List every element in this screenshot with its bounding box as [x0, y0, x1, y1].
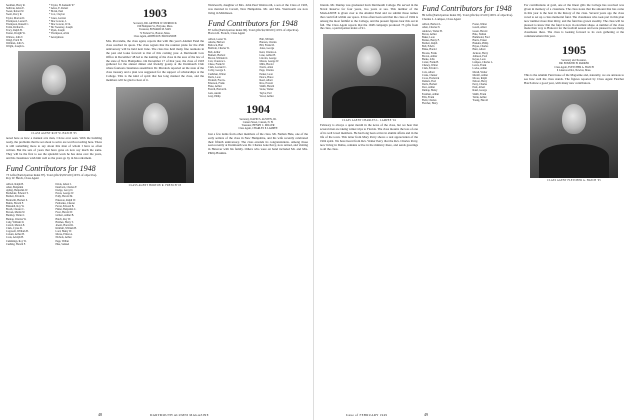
- contributor-name: Page, Charles: [259, 69, 274, 73]
- contributor-name: Blaisdell, Roy W.: [6, 204, 25, 208]
- contributor-name: Parker, Leon: [259, 72, 273, 76]
- contributor-name: Taylor, Earl: [259, 91, 272, 95]
- contributor-name: Pike, Samuel: [55, 242, 70, 246]
- portrait-photo-lampee: [323, 34, 415, 118]
- column-text: February is always a quiet month in the news of the class, but we hear that several men are taking winter trips to Florida. The class mourns the loss of one of its well loved members. He had long been active in alumni affairs and in the life of the town. This letter from Mary Perry shows a real appreciation of the 1904 spirit. We have heard from Rev. Walter Perry that the Rev. Charles Perry, now living in Dallas, remains active in the ministry there, and sends greetings to all the class.: [320, 123, 418, 151]
- contributor-name: Morse, Elmer A.: [55, 233, 73, 237]
- page-number: 48: [98, 412, 102, 417]
- officer-line: Canaan Street, Canaan, N. H.: [242, 121, 274, 125]
- contributor-name: Stone, Walter: [259, 88, 274, 92]
- contributor-name: Eastman, Arthur: [422, 92, 439, 96]
- contributor-name: Marsh, Walter: [472, 70, 488, 74]
- contributor-name: * Jones, Gordon: [49, 16, 66, 20]
- contributor-name: Carroll, Merton E.: [6, 223, 26, 227]
- left-column-2: [106, 4, 204, 408]
- contributor-name: Hill, Frank M.: [259, 44, 275, 48]
- contributor-name: Baker, Leon: [422, 35, 435, 39]
- contributor-name: Rice, Everett: [259, 82, 274, 86]
- contributor-name: Wellman, John S.: [6, 41, 25, 45]
- contributor-name: * Mc Sweeney, Joseph: [49, 26, 73, 30]
- contributor-name: Cushman, Walter: [208, 72, 226, 76]
- left-column-3: [208, 4, 308, 408]
- contributor-name: Seelman, Harry R.: [6, 4, 26, 7]
- contributor-name: Cole, Albert: [422, 70, 435, 74]
- contributor-name: Lord, Henry W.: [55, 230, 72, 234]
- officer-line: 6 Lakewood Rd., Newton, Mass.: [556, 68, 592, 72]
- contributor-name: Buckley, Walter J.: [6, 214, 25, 218]
- right-column-3: [524, 4, 624, 408]
- contributor-name: * Mac Gowan, W. R.: [49, 22, 71, 26]
- contributor-name: Ayling, Benjamin W.: [6, 189, 28, 193]
- contributor-name: Reed, Albert: [259, 78, 273, 82]
- photo-caption: CLASS AGENT FLETCHER A. HATCH '05: [547, 178, 601, 182]
- contributor-name: Thompson, Lester E.: [6, 19, 28, 23]
- fund-subtitle: 87 Gifts (Participation Index 90). Total gifts $4,320.00 (119% of objective). Horton R. French, Class Agent: [208, 27, 299, 36]
- contributor-name: Babcock, Burt: [208, 44, 223, 48]
- contributor-name: Taylor, Morton D.: [6, 16, 25, 20]
- contributor-name: Cook, Adolph H.: [6, 236, 24, 240]
- contributor-name: Sullivan, Allan E.: [6, 7, 25, 11]
- contributor-name: Frost, Harold W.: [55, 211, 73, 215]
- fund-subtitle: 89 Gifts (Participation Index 95). Total gifts $4,115.00 (106% of objective). Charles L. Lampee, Class Agent: [422, 13, 513, 21]
- contributor-list-b: [49, 4, 95, 48]
- contributor-name: Brooks, Frank: [422, 51, 437, 55]
- contributor-name: Colby, George S.: [208, 69, 226, 73]
- fund-subtitle: 73 Gifts (Participation Index 87). Total gifts $3,815.00 (103% of objective). Roy W. Hatch, Class Agent: [6, 172, 98, 181]
- left-column-1: [6, 4, 102, 408]
- contributor-name: Merrill, Arthur: [472, 73, 488, 77]
- contributor-name: Dow, Arthur: [422, 86, 435, 90]
- contributor-name: Andrews, Walter B.: [422, 29, 443, 33]
- contributor-name: Tracy, Ralph H.: [6, 29, 23, 33]
- contributor-name: Wood, Arthur: [259, 94, 274, 98]
- contributor-name: Crane, Chester: [422, 73, 438, 77]
- contributor-name: Jackson, Harry: [472, 51, 489, 55]
- contributor-name: Bowen, Martin W.: [6, 211, 26, 215]
- contributor-name: Perry, Charles: [472, 83, 488, 87]
- contributor-name: Davis, Albert J.: [55, 182, 72, 186]
- contributor-name: Tuttle, Arthur: [472, 95, 487, 99]
- contributor-name: Burke, John: [422, 57, 435, 61]
- page-footer: Issue of FEBRUARY 1949: [346, 413, 388, 417]
- contributor-name: Pierce, Bruce: [259, 75, 274, 79]
- contributor-name: Adams, Herbert: [208, 41, 225, 45]
- contributor-name: Jones, George: [259, 47, 275, 51]
- contributor-name: Wallace, John T.: [6, 35, 24, 39]
- contributor-name: Norris, Allen: [259, 66, 274, 70]
- portrait-photo-french: [116, 87, 194, 183]
- contributor-list-a: [6, 4, 46, 48]
- contributor-name: Hanson, Charles: [259, 41, 277, 45]
- contributor-name: Baldwin, Charles W.: [208, 47, 230, 51]
- contributor-name: Weigl, Erich H.: [6, 38, 23, 42]
- contributor-name: Jewett, Harold R.: [55, 223, 74, 227]
- contributor-name: Smith, Harold: [259, 85, 275, 89]
- contributor-name: Carter, Frank H.: [422, 61, 439, 65]
- contributor-name: Allen, Benjamin: [6, 185, 24, 189]
- officer-line: 72 Federal St., Boston, Mass.: [139, 31, 171, 35]
- contributor-name: * Anonymous: [49, 35, 64, 39]
- contributor-name: Pratt, Albert: [472, 86, 486, 90]
- fund-contributor-list: [6, 183, 102, 246]
- officer-line: Class Agent, FLETCHER A. HATCH: [554, 65, 594, 69]
- officer-line: 196 Hampden St., Holyoke, Mass.: [137, 25, 173, 29]
- officer-line: Treasurer, HENRY C. MILLER: [241, 124, 275, 128]
- contributor-name: * Bolan, Paul: [49, 10, 64, 14]
- class-officers: [208, 118, 308, 131]
- contributor-name: French, Horton R.: [208, 88, 227, 92]
- contributor-name: Dwinell, Fred A.: [208, 78, 226, 82]
- contributor-name: Emerson, Ralph W.: [55, 198, 76, 202]
- contributor-name: Lincoln, George: [259, 56, 277, 60]
- contributor-name: Mason, George W.: [259, 60, 279, 63]
- class-officers: [524, 59, 624, 72]
- column-text: noted here as how a manual arts man, I have ever seen. With the building ready, the problems that he set about to solve are worth recording here. There is still something more to say about this man of whom I have so often written. But the sets of years that have gone on now say much the same. They will be the first to see the splendid work he has done over the years, and his classmates wish him well as the years go by in his retirement.: [6, 136, 102, 160]
- column-text: friends. Mr. Dunlap was graduated from Dartmouth College. He served in the Naval Reserve for four years, two years at sea. This number of the MAGAZINE is given over to the Alumni Fund and we submit those names that could fall within our space. It has often been said that the class of 1904 is among the most faithful to the College, and the present figures bear this out in full. The Class Agent reports that the 1948 campaign produced 73 gifts from the class, a participation index of 91.: [320, 4, 418, 31]
- contributor-name: Burnap, Charles W.: [6, 217, 27, 221]
- contributor-name: Holmes, Harry T.: [55, 220, 74, 224]
- contributor-name: Beckwith, Herbert S.: [6, 198, 28, 202]
- officer-line: Treasurer, EDWARD M. MAY: [138, 28, 172, 32]
- contributor-name: Emerson, Frank: [208, 82, 225, 86]
- contributor-name: Chase, Frank W.: [208, 63, 226, 67]
- contributor-name: Cummings, Roy W.: [6, 239, 27, 243]
- contributor-name: Brown, Arthur: [422, 54, 438, 58]
- contributor-name: Abbott, Lester W.: [208, 37, 227, 41]
- contributor-name: Harris, Ernest: [472, 38, 487, 42]
- fund-contributor-list: [422, 23, 520, 105]
- column-text: For contributions of gold, one of the finest gifts the College has received was given in memory of a classmate. The class notes that the amount that has come in this year is the best in the history of the class. Several years ago the class voted to set up a class memorial fund. The classmates who took part in this plan now number more than thirty, and the fund has grown steadily. The class will be pleased to know that the fund is now in excellent shape. A number of the class made their way to Hanover for the football season and were pleased to see many classmates there. The class is looking forward to its own gathering at the commencement this year.: [524, 4, 624, 39]
- right-column-2: [422, 4, 520, 408]
- contributor-name: * Mac Gowan, J.: [49, 19, 67, 23]
- left-page: [0, 0, 312, 420]
- column-text: Mrs. Provandie, the class agent, reports that with this year's Alumni Fund the class reached its quota. The class regrets that the reunion plans for the 45th anniversary will be held next June. The class has held many fine reunions in the past and looks forward to that of this coming year. A Dartmouth Law Office in December '48 led to the naming of the class in the area of the law of the state of New Hampshire. On December 17 of that year, the class of 1903 gathered for the annual dinner and friendly gossip at the Dartmouth Club where fourteen classmates assembled. Dr. Murdock reported on the state of the class treasury and a plan was suggested for the support of scholarships at the College. This is the kind of spirit that has long marked the class, and the members will be glad to hear of it.: [106, 39, 204, 83]
- contributor-name: Ellis, Frank: [422, 95, 435, 99]
- right-column-1: [320, 4, 418, 408]
- contributor-name: Conant, Arthur B.: [6, 233, 25, 237]
- officer-line: Secretary, DAVID S. AUSTEN, JR.: [239, 117, 277, 121]
- contributor-name: Bartlett, Ralph: [422, 42, 438, 46]
- class-year-heading: 1905: [562, 43, 586, 58]
- contributor-name: Tobin, Richard L.: [6, 26, 25, 30]
- photo-caption: CLASS AGENT HORTON R. FRENCH '03: [128, 183, 182, 187]
- contributor-name: Green, Harold: [472, 29, 488, 33]
- contributor-name: Cushing, Harold F.: [6, 242, 26, 246]
- contributor-name: Field, Charles: [422, 98, 437, 102]
- contributor-name: Abbott, Herbert L.: [422, 23, 442, 27]
- contributor-name: Turner, Dwight W.: [6, 32, 26, 36]
- contributor-name: Hammond, Fred: [472, 35, 490, 39]
- contributor-name: Blake, Harold: [422, 48, 437, 52]
- contributor-name: Gale, Austin: [208, 91, 221, 95]
- contributor-name: Hayes, Charles: [472, 45, 489, 49]
- contributor-name: Dunlap, Henry: [422, 89, 438, 93]
- contributor-name: Haskins, Philip: [472, 42, 489, 46]
- contributor-name: * Ryan, Joseph: [49, 29, 65, 33]
- contributor-name: Hatch, Roy W.: [55, 217, 71, 221]
- contributor-name: Lewis, Frank: [472, 64, 487, 68]
- contributor-name: Fiske, Arthur: [208, 85, 222, 89]
- page-gutter: [313, 0, 314, 420]
- column-text: Just a few items from other members of the class. Mr. Nathan Hale, one of the early settlers of the class in New Hampshire, and his wife recently celebrated their fiftieth anniversary. The class extends its congratulations. Among those seen recently at Dartmouth was Dr. Charles Gale Perry, now retired, and visiting in Hanover with his family. Others who were on hand included Mr. and Mrs. Philip Haskins.: [208, 131, 308, 156]
- contributor-name: Gould, Albert: [472, 26, 487, 30]
- contributor-name: Page, Wilbur: [55, 239, 70, 243]
- column-text: Wentworth, daughter of Mrs. John Paul Wentworth, a son of the Class of 1903, was married in Carroll, New Hampshire. Mr. and Mrs. Wentworth are now living in Middlesex.: [208, 4, 308, 15]
- officer-line: Class Agent, ARTHUR H. PROVANDIE: [133, 34, 177, 38]
- contributor-name: Johnson, Fred: [472, 54, 488, 58]
- officer-line: Secretary, DR. ARTHUR W. MURDOCK: [133, 22, 177, 25]
- contributor-name: Foster, Walter: [472, 23, 487, 27]
- contributor-name: Hale, Nathan: [472, 32, 487, 36]
- contributor-name: Hunt, Albert: [472, 48, 486, 52]
- contributor-name: Davis, Herbert: [422, 83, 438, 87]
- contributor-name: Lane, Arthur H.: [259, 53, 276, 57]
- photo-caption: CLASS AGENT ROY W. HATCH '05: [31, 132, 77, 136]
- officer-line: Secretary and Treasurer,: [561, 59, 587, 63]
- contributor-name: Hall, William: [259, 37, 274, 41]
- contributor-name: Swett, Percy R.: [6, 13, 23, 17]
- contributor-name: * Cox, Clayton: [49, 13, 65, 17]
- contributor-name: Kent, Charles A.: [259, 50, 277, 54]
- contributor-name: Gilbert, Arthur B.: [55, 214, 74, 218]
- contributor-name: Locke, Arthur: [472, 67, 488, 71]
- class-year-heading: 1904: [246, 101, 270, 116]
- contributor-name: Cross, Frederick: [422, 76, 440, 80]
- contributor-name: * Thompson, Alvin: [49, 32, 70, 36]
- contributor-name: Abbott, Ralph B.: [6, 182, 24, 186]
- contributor-name: Nichols, Arthur: [55, 236, 72, 240]
- contributor-name: Clark, Edwin C.: [422, 67, 439, 71]
- class-officers: [106, 22, 204, 38]
- contributor-name: Sweet, Robert W.: [6, 10, 25, 14]
- contributor-name: Gray, Philip: [208, 94, 221, 98]
- contributor-name: Dodge, Leroy D.: [55, 189, 74, 193]
- officer-line: DR. EDMUND B. PARKER: [559, 62, 589, 66]
- contributor-name: Fisher, Benjamin C.: [55, 208, 77, 212]
- contributor-name: Kimball, William H.: [55, 227, 77, 230]
- contributor-name: Mills, Harold: [259, 63, 274, 67]
- contributor-name: Fletcher, Harry: [422, 102, 438, 106]
- contributor-name: Bachelder, Edward T.: [6, 192, 29, 196]
- contributor-name: Farrar, Edward B.: [55, 204, 75, 208]
- contributor-name: Bacon, Arthur: [422, 32, 437, 36]
- contributor-name: Dearborn, Charles F.: [55, 185, 78, 189]
- contributor-name: Moore, Ralph: [472, 76, 487, 80]
- fund-heading: Fund Contributors for 1948: [6, 163, 96, 173]
- fund-heading: Fund Contributors for 1948: [422, 4, 512, 13]
- page-number: 49: [424, 412, 428, 417]
- column-text: This is the Alumni Fund issue of the Magazine and, naturally, we are anxious to see how well the class stands. The figures reported by Class Agent Fletcher Hatch show a good year, with many new contributors.: [524, 72, 624, 85]
- contributor-name: Keyes, Leon: [472, 57, 486, 61]
- contributor-name: Cheney, Walter: [422, 64, 438, 68]
- contributor-name: Bell, Arthur: [208, 50, 221, 54]
- contributor-name: Young, Harold: [472, 98, 488, 102]
- contributor-name: Barnes, Henry F.: [422, 38, 440, 42]
- fund-heading: Fund Contributors for 1948: [208, 18, 298, 28]
- contributor-name: Wright, Joseph G.: [6, 45, 25, 49]
- contributor-name: Smith, Frank: [472, 92, 487, 96]
- photo-caption: CLASS AGENT CHARLES L. LAMPEE '04: [342, 119, 396, 123]
- contributor-name: Cogswell, William B.: [6, 230, 29, 234]
- portrait-photo-fletcher-hatch: [530, 90, 618, 178]
- contributor-name: Nelson, Harry: [472, 80, 488, 83]
- contributor-name: Cady, William D.: [6, 220, 25, 224]
- contributor-name: Carr, Clarence L.: [208, 60, 226, 63]
- contributor-name: Fairbanks, Chester: [55, 201, 75, 205]
- contributor-name: * Taylor, H. Kenneth '07: [49, 4, 75, 7]
- contributor-name: * Amos, E. Robert: [49, 7, 69, 11]
- contributor-name: Bemis, Harold F.: [6, 201, 24, 205]
- contributor-name: Eddy, Harold M.: [55, 195, 73, 199]
- contributor-name: Thompson, Russell C.: [6, 22, 30, 26]
- top-contributor-lists: [6, 4, 102, 48]
- portrait-photo-hatch: [18, 51, 90, 131]
- contributor-name: Bell, Edwin: [422, 45, 435, 49]
- contributor-name: Eaton, George W.: [55, 192, 74, 196]
- contributor-name: Clark, Leonard C.: [208, 66, 227, 70]
- contributor-name: Daniels, Fred: [422, 80, 436, 83]
- right-page: [316, 0, 628, 420]
- page-footer: DARTMOUTH ALUMNI MAGAZINE: [150, 413, 209, 417]
- contributor-name: Rand, George: [472, 89, 487, 93]
- contributor-name: Booth, Chester C.: [6, 208, 25, 212]
- contributor-name: Clark, Cyrus D.: [6, 227, 23, 230]
- fund-contributor-list: [208, 38, 308, 98]
- contributor-name: Lampee, Charles L.: [472, 61, 493, 65]
- contributor-name: Allen, Charles N.: [422, 26, 441, 30]
- contributor-name: Bartlett, Edwin R.: [6, 195, 25, 199]
- officer-line: Class Agent, CHARLES P. LAMPEE: [238, 127, 278, 131]
- contributor-name: Davis, Leon: [208, 75, 221, 79]
- contributor-name: Bennett, Herbert: [208, 53, 226, 57]
- class-year-heading: 1903: [143, 6, 167, 20]
- contributor-name: Brown, William O.: [208, 56, 228, 60]
